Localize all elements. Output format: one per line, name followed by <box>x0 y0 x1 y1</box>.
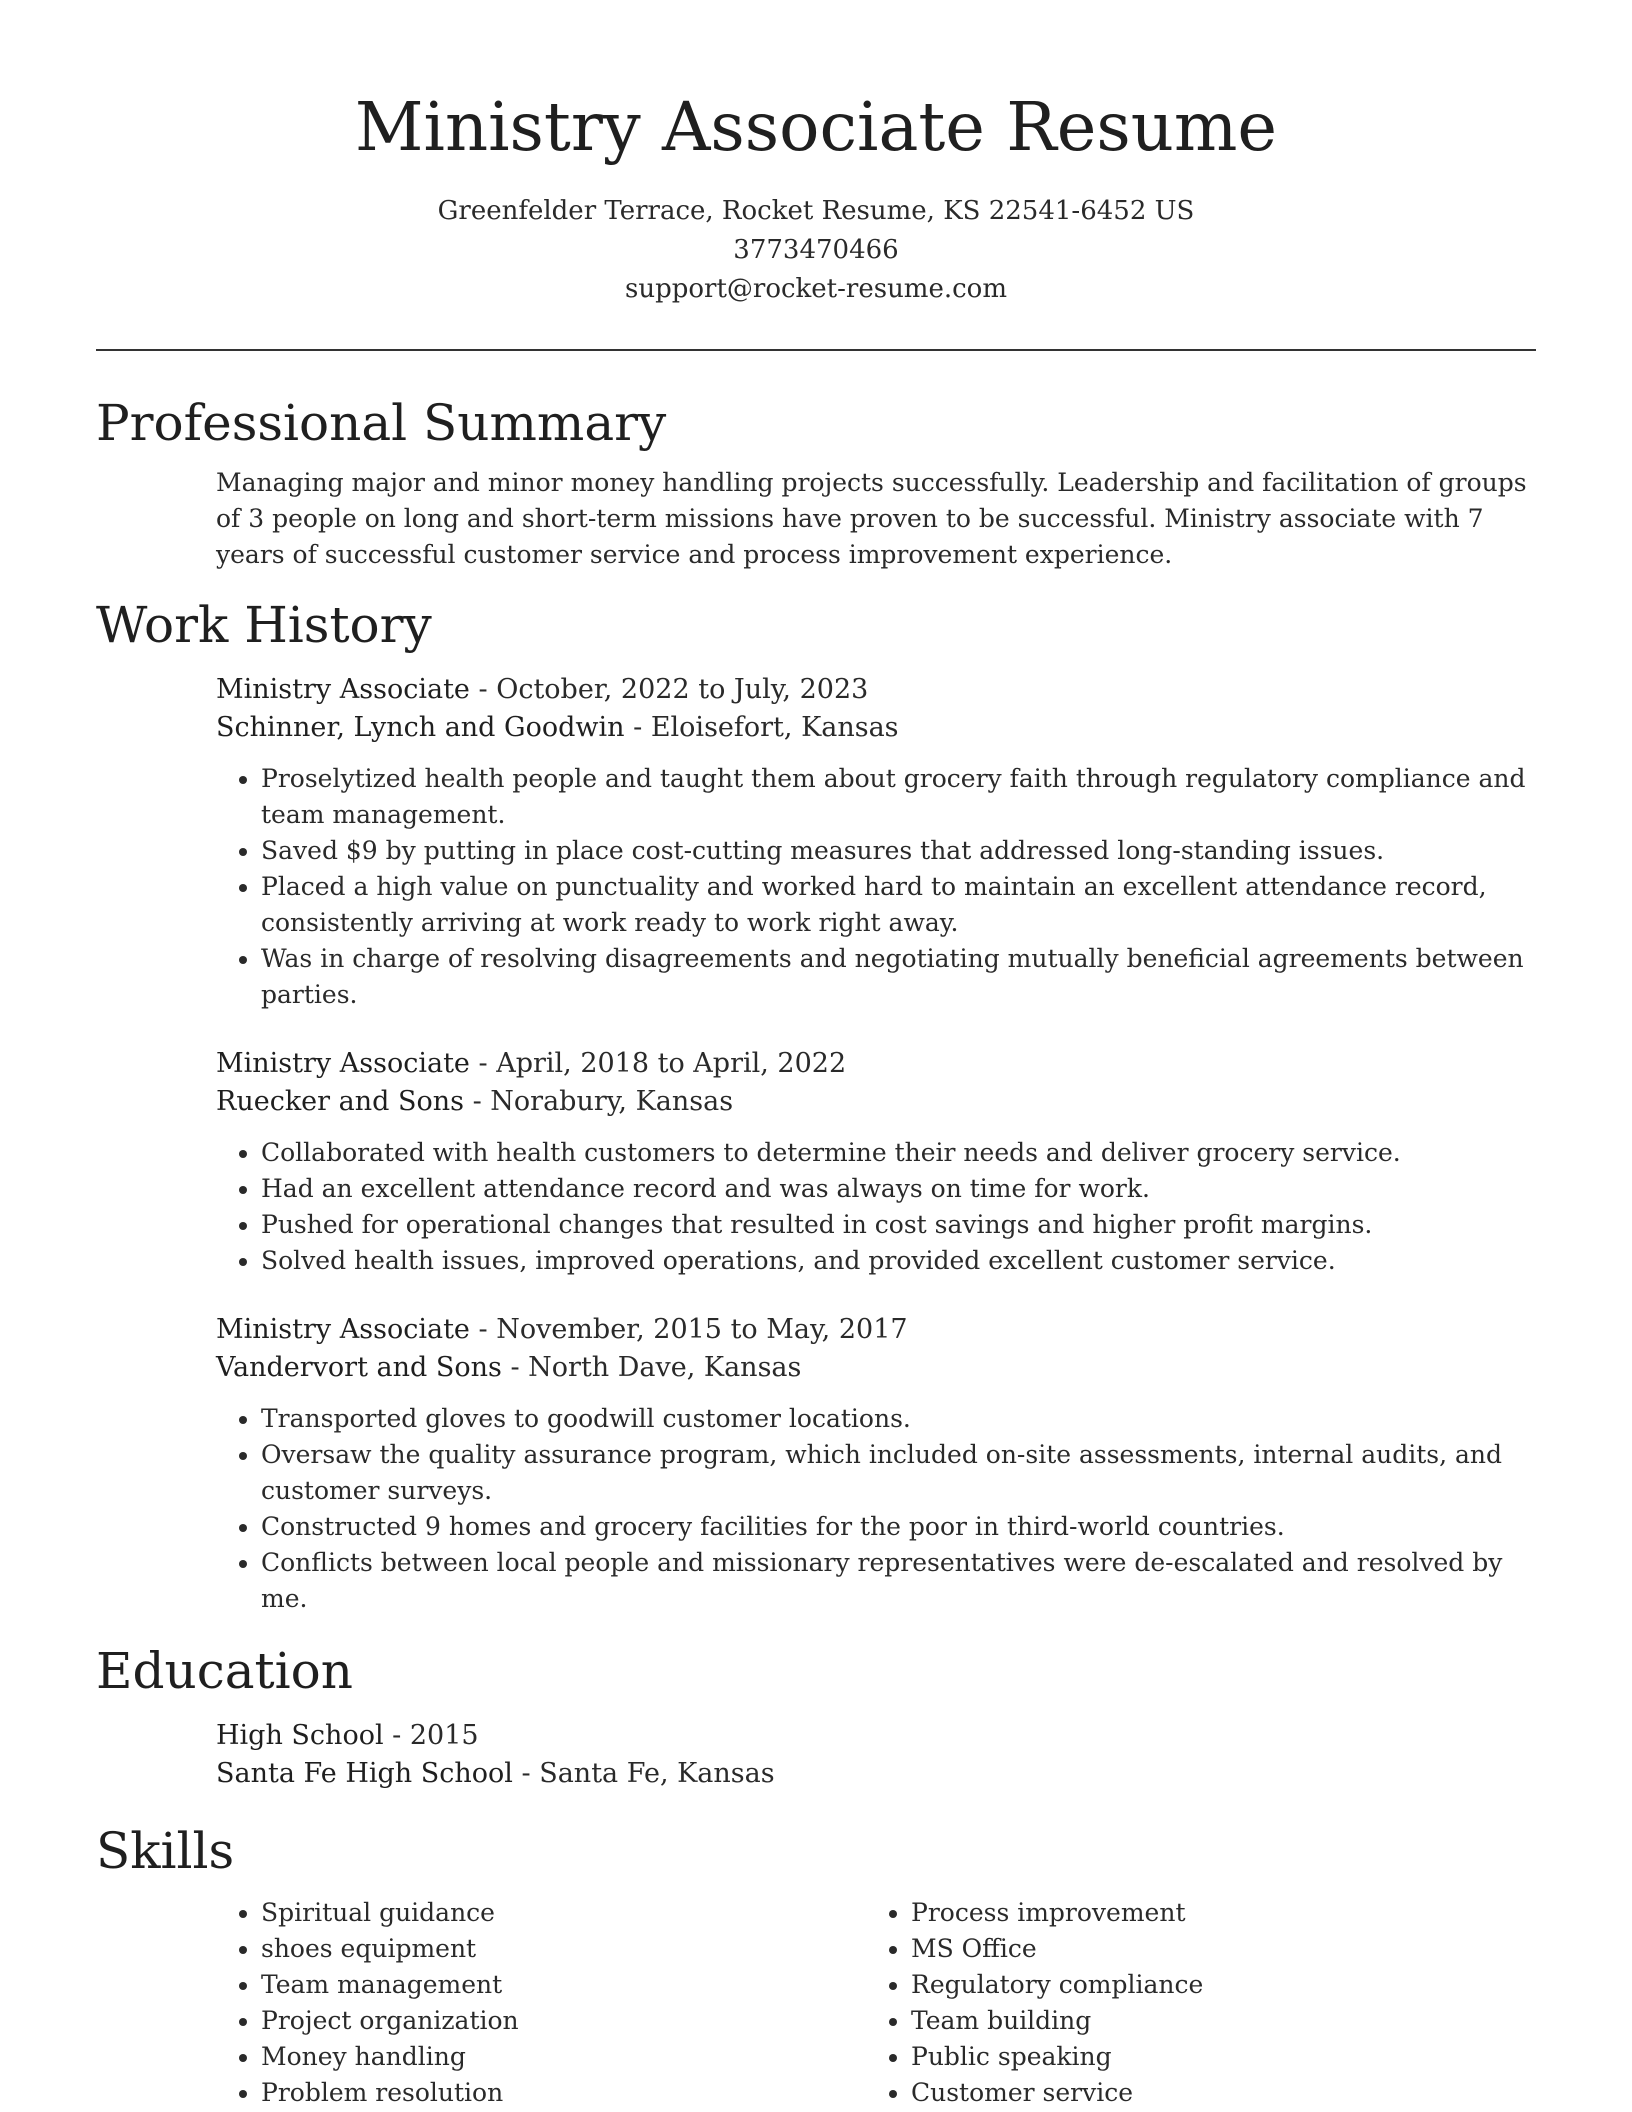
skill-item: • Money handling <box>261 2039 866 2075</box>
skill-item: • shoes equipment <box>261 1931 866 1967</box>
job-bullet: • Constructed 9 homes and grocery facilities for the poor in third-world countries. <box>261 1509 1536 1545</box>
skills-list-right <box>866 1895 1516 2111</box>
skill-item: • Regulatory compliance <box>911 1967 1516 2003</box>
skill-item: • Project organization <box>261 2003 866 2039</box>
summary-section <box>96 391 1536 573</box>
job-company: Ruecker and Sons <box>216 1086 464 1117</box>
job-bullet: • Saved $9 by putting in place cost-cutting measures that addressed long-standing issues. <box>261 833 1536 869</box>
job-bullet: • Had an excellent attendance record and was always on time for work. <box>261 1171 1536 1207</box>
job-company-line <box>216 1083 1536 1121</box>
job-bullet: • Conflicts between local people and missionary representatives were de-escalated and resolved by me. <box>261 1545 1536 1617</box>
education-year: - 2015 <box>383 1720 479 1751</box>
skill-item: • Problem resolution <box>261 2075 866 2111</box>
education-degree: High School <box>216 1720 384 1751</box>
skill-item: • Public speaking <box>911 2039 1516 2075</box>
job-location: - Norabury, Kansas <box>464 1086 734 1117</box>
job-bullets <box>216 761 1536 1013</box>
email-text: support@rocket-resume.com <box>624 274 1007 304</box>
contact-block <box>96 192 1536 309</box>
job-location: - North Dave, Kansas <box>501 1352 802 1383</box>
education-section <box>96 1639 1536 1793</box>
education-school: Santa Fe High School <box>216 1758 513 1789</box>
skill-item: • Process improvement <box>911 1895 1516 1931</box>
job-company-line <box>216 709 1536 747</box>
job-role: Ministry Associate <box>216 674 470 705</box>
education-heading: Education <box>96 1642 353 1700</box>
job-entry <box>96 1311 1536 1617</box>
job-entry <box>96 671 1536 1013</box>
skill-item: • Team management <box>261 1967 866 2003</box>
job-bullet: • Pushed for operational changes that resulted in cost savings and higher profit margins. <box>261 1207 1536 1243</box>
job-dates: - November, 2015 to May, 2017 <box>469 1314 908 1345</box>
education-location: - Santa Fe, Kansas <box>512 1758 775 1789</box>
job-bullet: • Collaborated with health customers to determine their needs and deliver grocery service. <box>261 1135 1536 1171</box>
summary-text: Managing major and minor money handling projects successfully. Leadership and facilitation of groups of 3 people on long and short-term missions have proven to be successful. Ministry associate with 7 years of successful customer service and process improvement experience. <box>216 468 1527 569</box>
job-title-line <box>216 1045 1536 1083</box>
job-bullets <box>216 1135 1536 1279</box>
job-bullet: • Solved health issues, improved operations, and provided excellent customer service. <box>261 1243 1536 1279</box>
job-company: Schinner, Lynch and Goodwin <box>216 712 625 743</box>
job-bullet: • Transported gloves to goodwill customer locations. <box>261 1401 1536 1437</box>
education-school-line <box>216 1755 1536 1793</box>
work-history-section <box>96 593 1536 1617</box>
job-company: Vandervort and Sons <box>216 1352 502 1383</box>
education-degree-line <box>216 1717 1536 1755</box>
education-entry <box>96 1717 1536 1793</box>
job-bullet: • Was in charge of resolving disagreements and negotiating mutually beneficial agreements between parties. <box>261 941 1536 1013</box>
job-bullet: • Proselytized health people and taught them about grocery faith through regulatory compliance and team management. <box>261 761 1536 833</box>
job-bullet: • Oversaw the quality assurance program, which included on-site assessments, internal audits, and customer surveys. <box>261 1437 1536 1509</box>
resume-header <box>96 0 1536 309</box>
job-company-line <box>216 1349 1536 1387</box>
job-dates: - April, 2018 to April, 2022 <box>469 1048 847 1079</box>
job-dates: - October, 2022 to July, 2023 <box>469 674 869 705</box>
job-title-line <box>216 1311 1536 1349</box>
skill-item: • Team building <box>911 2003 1516 2039</box>
job-bullets <box>216 1401 1536 1617</box>
summary-heading: Professional Summary <box>96 394 667 452</box>
skill-item: • Customer service <box>911 2075 1516 2111</box>
skills-section <box>96 1819 1536 2111</box>
summary-body <box>96 465 1536 573</box>
work-history-heading: Work History <box>96 596 432 654</box>
job-entry <box>96 1045 1536 1279</box>
phone-text: 3773470466 <box>733 235 899 265</box>
job-bullet: • Placed a high value on punctuality and worked hard to maintain an excellent attendance record, consistently arriving at work ready to work right away. <box>261 869 1536 941</box>
skills-grid <box>96 1895 1536 2111</box>
skills-heading: Skills <box>96 1822 235 1880</box>
skills-list-left <box>216 1895 866 2111</box>
job-role: Ministry Associate <box>216 1314 470 1345</box>
job-title-line <box>216 671 1536 709</box>
header-divider <box>96 349 1536 351</box>
skill-item: • MS Office <box>911 1931 1516 1967</box>
skills-column-left <box>216 1895 866 2111</box>
job-location: - Eloisefort, Kansas <box>624 712 899 743</box>
skills-column-right <box>866 1895 1516 2111</box>
skill-item: • Spiritual guidance <box>261 1895 866 1931</box>
resume-title: Ministry Associate Resume <box>354 88 1278 166</box>
address-text: Greenfelder Terrace, Rocket Resume, KS 22541-6452 US <box>437 196 1195 226</box>
job-role: Ministry Associate <box>216 1048 470 1079</box>
